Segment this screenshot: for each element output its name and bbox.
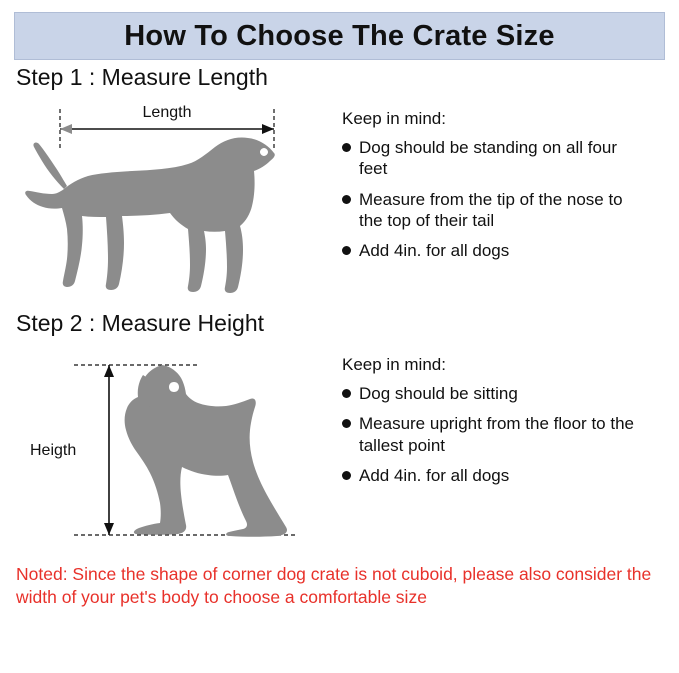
arrow-head-up-icon: [104, 365, 114, 377]
bullet-icon: [342, 195, 351, 204]
footer-note: Noted: Since the shape of corner dog crate is not cuboid, please also consider the width of your pet's body to choose a comfortable size: [16, 564, 652, 607]
bullet-icon: [342, 471, 351, 480]
step-1-note-2-text: Measure from the tip of the nose to the top of their tail: [359, 189, 623, 230]
arrow-head-left-icon: [60, 124, 72, 134]
step-1-figure: [12, 91, 342, 306]
step-2-note-2-text: Measure upright from the floor to the tallest point: [359, 414, 634, 455]
height-label: Heigth: [30, 442, 77, 459]
step-1-note-3-text: Add 4in. for all dogs: [359, 241, 510, 260]
standing-dog-tail: [33, 143, 67, 189]
step-1-note-3: [342, 240, 642, 261]
step-1-note-1-text: Dog should be standing on all four feet: [359, 138, 618, 179]
bullet-icon: [342, 143, 351, 152]
step-1-note-2: [342, 189, 642, 232]
arrow-head-right-icon: [262, 124, 274, 134]
standing-dog-diagram: [12, 91, 342, 301]
arrow-head-down-icon: [104, 523, 114, 535]
step-2-figure: [12, 337, 342, 557]
sitting-dog-silhouette: [125, 365, 287, 537]
step-1-section: [12, 91, 667, 306]
bullet-icon: [342, 389, 351, 398]
step-2-note-1: [342, 383, 642, 404]
step-1-note-1: [342, 137, 642, 180]
step-2-section: [12, 337, 667, 557]
step-2-heading: Step 2 : Measure Height: [16, 310, 265, 336]
step-2-note-1-text: Dog should be sitting: [359, 384, 518, 403]
step-1-notes-title: Keep in mind:: [342, 109, 446, 128]
length-label: Length: [142, 104, 192, 121]
step-1-notes: [342, 91, 642, 270]
step-2-notes: [342, 337, 642, 495]
bullet-icon: [342, 246, 351, 255]
standing-dog-silhouette: [25, 137, 275, 293]
title-banner: [14, 12, 665, 60]
page-title: How To Choose The Crate Size: [124, 19, 555, 52]
step-2-notes-title: Keep in mind:: [342, 355, 446, 374]
step-1-heading: Step 1 : Measure Length: [16, 64, 268, 90]
step-2-note-2: [342, 413, 642, 456]
step-2-note-3: [342, 465, 642, 486]
sitting-dog-diagram: [12, 337, 342, 552]
bullet-icon: [342, 419, 351, 428]
step-2-note-3-text: Add 4in. for all dogs: [359, 465, 510, 485]
